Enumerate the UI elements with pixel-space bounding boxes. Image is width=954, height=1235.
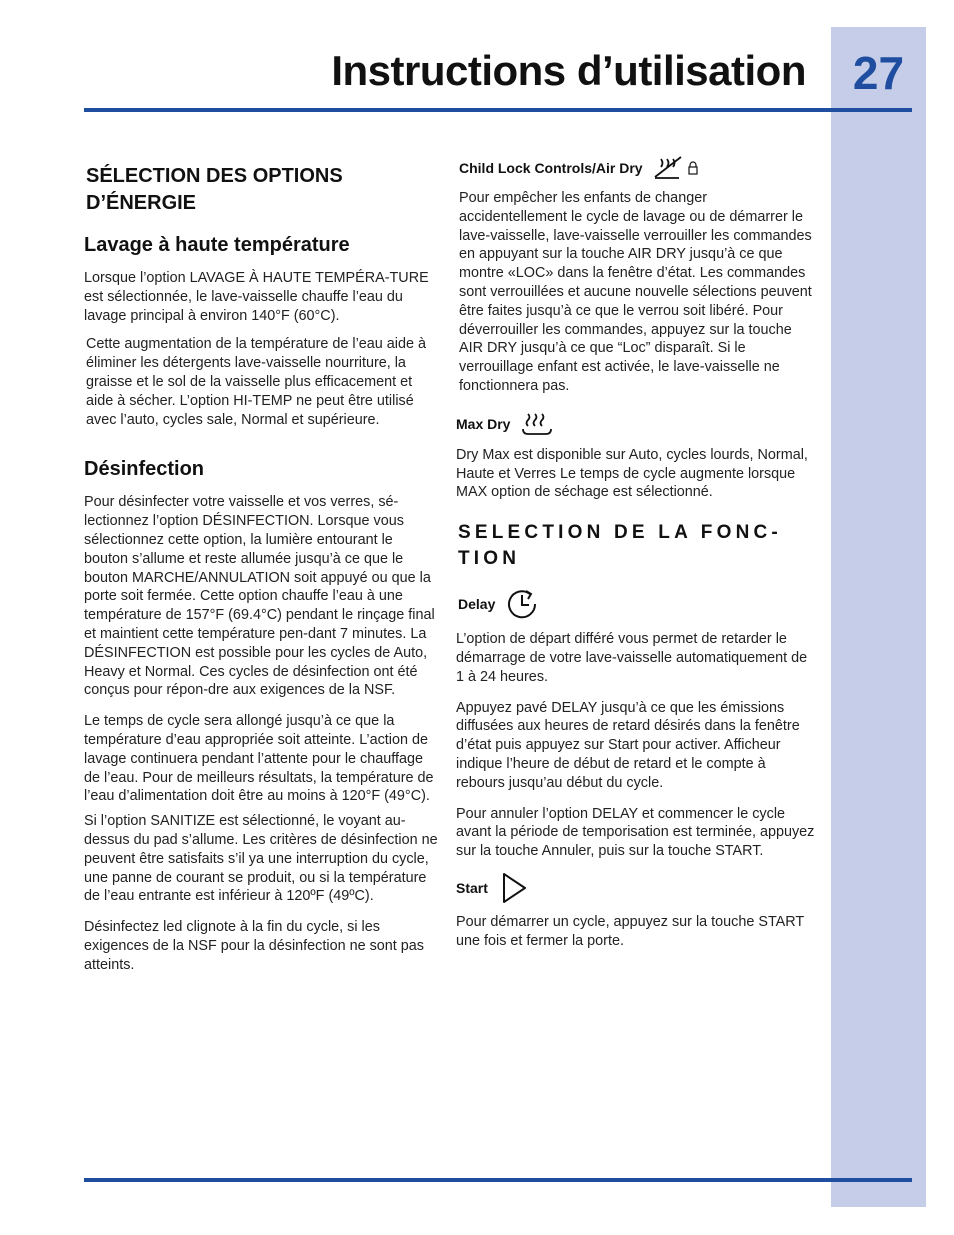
- hightemp-heading: Lavage à haute température: [84, 234, 350, 256]
- delay-paragraph-2: Appuyez pavé DELAY jusqu’à ce que les émissions diffusées aux heures de retard désirés dans la fenêtre d’état puis appuyez sur Start pour activer. Afficheur indique l’heure de début de retard et le compte à rebours jusqu’au début du cycle.: [456, 699, 800, 791]
- start-heading: Start: [456, 871, 818, 905]
- sanitize-paragraph-2: Le temps de cycle sera allongé jusqu’à ce que la température d’eau appropriée soit atteinte. L’action de lavage continuera pendant l’attente pour le chauffage de l’eau. Pour de meilleurs résultats, la température de l’eau d’alimentation doit être au moins à 120°F (49°C).: [84, 713, 434, 805]
- air-dry-lock-icon: [653, 153, 703, 183]
- sanitize-heading: Désinfection: [84, 458, 205, 481]
- side-band: [831, 27, 926, 1207]
- hightemp-paragraph-1: Lorsque l’option LAVAGE À HAUTE TEMPÉRA-TURE est sélectionnée, le lave-vaisselle chauffe l’eau du lavage principal à environ 140°F (60°C).: [84, 270, 429, 324]
- page-number: 27: [852, 47, 905, 99]
- sanitize-paragraph-1: Pour désinfecter votre vaisselle et vos verres, sé-lectionnez l’option DÉSINFECTION. Lorsque vous sélectionnez cette option, la lumière entourant le bouton s’allume et reste allumée jusqu’à ce que le bouton MARCHE/ANNULATION soit appuyé ou que la porte soit fermée. Cette option chauffe l’eau à une température de 157°F (69.4°C) pendant le rinçage final et maintient cette température pen-dant 7 minutes. La DÉSINFECTION est possible pour les cycles de Auto, Heavy et Normal. Ces cycles de désinfection ont été conçus pour répon-dre aux exigences de la NSF.: [84, 494, 435, 699]
- left-column: [84, 163, 440, 985]
- delay-paragraph-1: L’option de départ différé vous permet de retarder le démarrage de votre lave-vaisselle automatiquement de 1 à 24 heures.: [456, 631, 808, 685]
- heat-dry-icon: [520, 410, 554, 438]
- sanitize-paragraph-3: Si l’option SANITIZE est sélectionné, le voyant au-dessus du pad s’allume. Les critères de désinfection ne peuvent être satisfaits s’il ya une interruption du cycle, une panne de courant se produit, ou si la température de l’eau entrante est inférieur à 120ºF (49ºC).: [84, 813, 438, 905]
- footer-rule: [84, 1178, 912, 1182]
- header-rule: [84, 108, 912, 112]
- delay-paragraph-3: Pour annuler l’option DELAY et commencer le cycle avant la période de temporisation est terminée, appuyez sur la touche Annuler, puis sur la touche START.: [456, 805, 815, 860]
- maxdry-paragraph: Dry Max est disponible sur Auto, cycles lourds, Normal, Haute et Verres Le temps de cycle augmente lorsque MAX option de séchage est sélectionné.: [456, 446, 808, 501]
- hightemp-paragraph-2: Cette augmentation de la température de l’eau aide à éliminer les détergents lave-vaisselle nourriture, la graisse et le sol de la vaisselle plus efficacement et aide à sécher. L’option HI-TEMP ne peut être utilisé avec l’auto, cycles sale, Normal et supérieure.: [86, 336, 427, 428]
- start-paragraph: Pour démarrer un cycle, appuyez sur la touche START une fois et fermer la porte.: [456, 913, 804, 949]
- delay-heading: Delay: [458, 586, 818, 622]
- function-selection-title: SELECTION DE LA FONC- TION: [458, 522, 782, 570]
- page-title: Instructions d’utilisation: [331, 47, 806, 94]
- play-icon: [498, 871, 530, 905]
- maxdry-heading: Max Dry: [456, 410, 818, 438]
- right-column: [456, 160, 818, 961]
- childlock-heading: Child Lock Controls/Air Dry: [459, 153, 818, 183]
- sanitize-paragraph-4: Désinfectez led clignote à la fin du cycle, si les exigences de la NSF pour la désinfection ne sont pas atteints.: [84, 919, 424, 973]
- delay-timer-icon: [505, 586, 541, 622]
- childlock-paragraph: Pour empêcher les enfants de changer accidentellement le cycle de lavage ou de démarrer le lave-vaisselle, lave-vaisselle verrouiller les commandes en appuyant sur la touche AIR DRY jusqu’à ce que montre «LOC» dans la fenêtre d’état. Les commandes sont verrouillées et aucune nouvelle sélections peuvent être faites jusqu’à ce que le verrou soit libéré. Pour déverrouiller les commandes, appuyez sur la touche AIR DRY jusqu’à ce que “Loc” disparaît. Si le verrouillage enfant est activée, le lave-vaisselle ne fonctionnera pas.: [459, 190, 812, 394]
- energy-options-title: SÉLECTION DES OPTIONS D’ÉNERGIE: [86, 165, 343, 214]
